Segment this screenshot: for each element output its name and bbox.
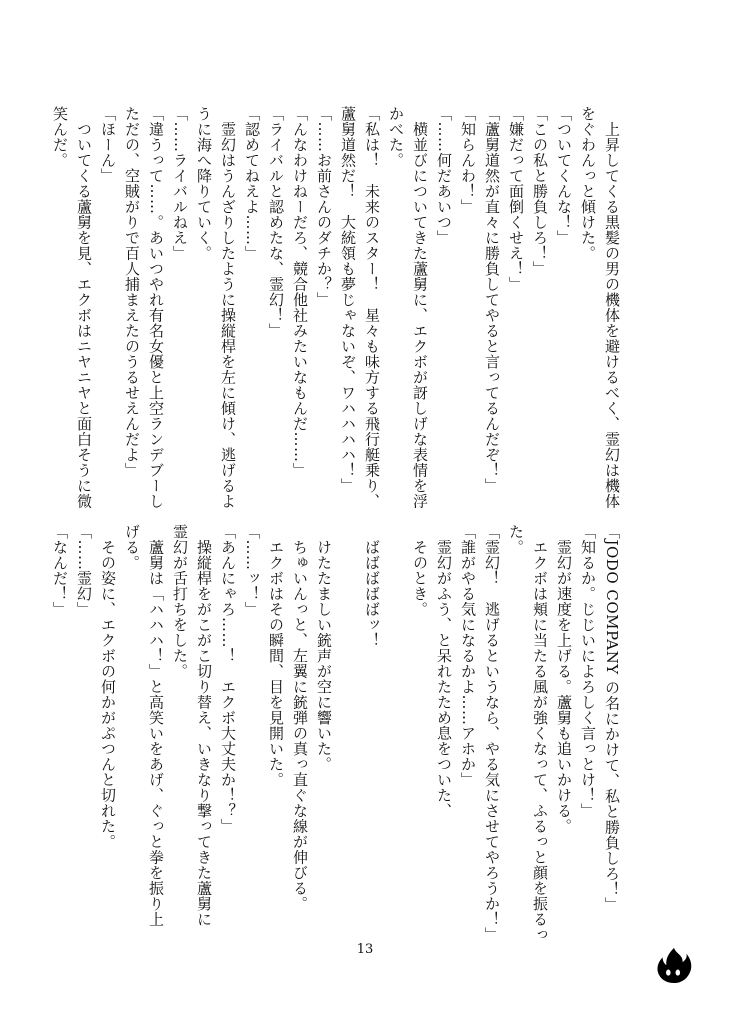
text-line: 操縦桿をがこがこ切り替え、いきなり撃ってきた蘆舅に: [195, 524, 213, 927]
text-line: た。: [507, 524, 525, 555]
text-line: 「この私と勝負しろ！」: [531, 106, 549, 277]
upper-text-block: [48, 106, 624, 509]
text-line: 「……何だあいつ」: [435, 106, 453, 246]
text-line: げる。: [123, 524, 141, 571]
text-line: 「……ッ！」: [243, 524, 261, 617]
text-line: 「知らんわ！」: [459, 106, 477, 215]
text-line: をぐわんっと傾けた。: [579, 106, 597, 261]
text-line: 霊幻はうんざりしたように操縦桿を左に傾け、逃げるよ: [219, 106, 237, 509]
text-line: 蘆舅道然だ！ 大統領も夢じゃないぞ、ワハハハハ！」: [339, 106, 357, 494]
text-line: 「なんだ！」: [51, 524, 69, 617]
text-line: 横並びについてきた蘆舅に、エクボが訝しげな表情を浮: [411, 106, 429, 509]
text-line: 「嫌だって面倒くせえ！」: [507, 106, 525, 292]
text-line: その姿に、エクボの何かがぷつんと切れた。: [99, 524, 117, 850]
text-line: ただの、空賊がりで百人捕まえたのうるせえんだよ」: [123, 106, 141, 478]
text-line: 「あんにゃろ……！ エクボ大丈夫か！？」: [219, 524, 237, 834]
text-line: 笑んだ。: [51, 106, 69, 168]
text-line: うに海へ降りていく。: [195, 106, 213, 261]
text-line: 「……お前さんのダチか？」: [315, 106, 333, 308]
text-line: エクボはその瞬間、目を見開いた。: [267, 524, 285, 788]
text-line: 「霊幻！ 逃げるというなら、やる気にさせてやろうか！」: [483, 524, 501, 943]
text-line: 上昇してくる黒髪の男の機体を避けるべく、霊幻は機体: [603, 106, 621, 509]
page-number: 13: [356, 942, 374, 957]
blank-line: [384, 524, 408, 934]
text-line: 「私は！ 未来のスター！ 星々も味方する飛行艇乗り、: [363, 106, 381, 509]
text-line: 霊幻が速度を上げる。蘆舅も追いかける。: [555, 524, 573, 834]
text-line: 「知るか。じじいによろしく言っとけ！」: [579, 524, 597, 819]
text-line: 「JODO COMPANY の名にかけて、私と勝負しろ！」: [603, 524, 621, 913]
text-line: 「ほーん」: [99, 106, 117, 184]
text-line: ちゅいんっと、左翼に銃弾の真っ直ぐな線が伸びる。: [291, 524, 309, 912]
text-line: 霊幻がふう、と呆れたため息をついた、: [435, 524, 453, 819]
text-line: 「……霊幻」: [75, 524, 93, 617]
flame-logo-icon: [655, 946, 693, 984]
text-line: 「……ライバルねえ」: [171, 106, 189, 261]
text-line: かべた。: [387, 106, 405, 168]
text-line: 「蘆舅道然が直々に勝負してやると言ってるんだぞ！」: [483, 106, 501, 494]
text-line: 霊幻が舌打ちをした。: [171, 524, 189, 679]
text-line: 「んなわけねーだろ、競合他社みたいなもんだ……」: [291, 106, 309, 478]
text-line: 「ライバルと認めたな、霊幻！」: [267, 106, 285, 339]
lower-text-block: [48, 524, 624, 943]
text-line: 「違うって……。あいつやれ有名女優と上空ランデブーし: [147, 106, 165, 509]
text-line: けたたましい銃声が空に響いた。: [315, 524, 333, 772]
text-line: 「ついてくんな！」: [555, 106, 573, 246]
text-line: そのとき。: [411, 524, 429, 617]
text-line: エクボは頬に当たる風が強くなって、ふるっと顔を振るっ: [531, 524, 549, 943]
text-line: ばばばばばッ！: [363, 524, 381, 648]
text-line: 「誰がやる気になるかよ……アホか」: [459, 524, 477, 788]
text-line: ついてくる蘆舅を見、エクボはニヤニヤと面白そうに微: [75, 106, 93, 509]
blank-line: [336, 524, 360, 934]
text-line: 「認めてねえよ……」: [243, 106, 261, 261]
text-line: 蘆舅は「ハハハ！」と高笑いをあげ、ぐっと拳を振り上: [147, 524, 165, 927]
